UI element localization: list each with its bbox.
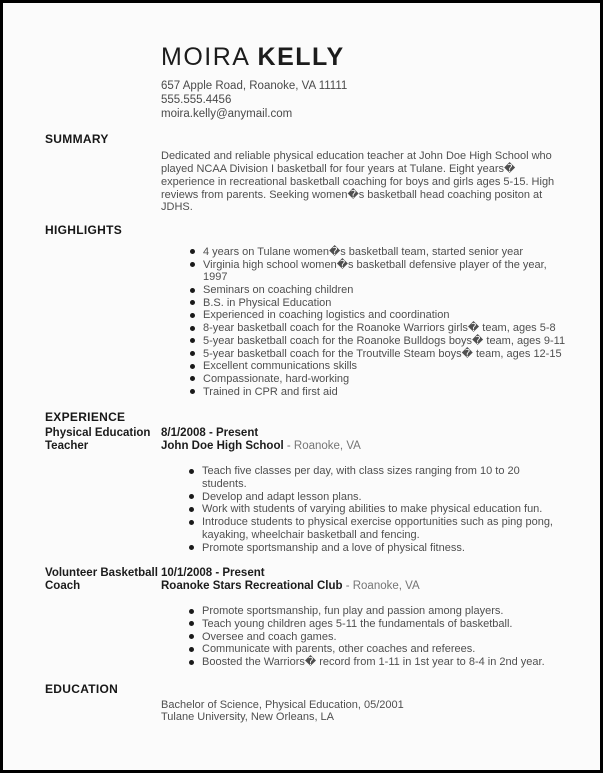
- job-company-line: [161, 440, 566, 453]
- education-content: [161, 699, 566, 724]
- highlights-content: [161, 246, 566, 398]
- highlight-item: Seminars on coaching children: [190, 284, 566, 297]
- job-bullet: Promote sportsmanship, fun play and passion among players.: [189, 605, 565, 618]
- job-location: - Roanoke, VA: [286, 440, 361, 453]
- contact-email: moira.kelly@anymail.com: [161, 107, 293, 120]
- highlight-item: Excellent communications skills: [190, 360, 566, 373]
- job-bullet-list: [161, 465, 566, 554]
- last-name: KELLY: [257, 43, 345, 71]
- job-company-line: [161, 580, 566, 593]
- job-bullet: Develop and adapt lesson plans.: [189, 491, 565, 504]
- highlight-item: 5-year basketball coach for the Roanoke Bulldogs boys� team, ages 9-11: [190, 335, 566, 348]
- job-dates: 10/1/2008 - Present: [161, 567, 265, 580]
- first-name: MOIRA: [161, 43, 250, 71]
- highlight-item: 4 years on Tulane women�s basketball team, started senior year: [190, 246, 566, 259]
- job-bullet: Boosted the Warriors� record from 1-11 in 1st year to 8-4 in 2nd year.: [189, 656, 565, 669]
- job-company: Roanoke Stars Recreational Club: [161, 580, 343, 593]
- job-bullet: Teach young children ages 5-11 the fundamentals of basketball.: [189, 618, 565, 631]
- job-entry: [45, 567, 566, 669]
- resume-header: [161, 43, 566, 121]
- job-body: [161, 427, 566, 554]
- job-title: Volunteer Basketball Coach: [45, 567, 158, 593]
- contact-address: 657 Apple Road, Roanoke, VA 11111: [161, 80, 348, 92]
- job-location: - Roanoke, VA: [345, 580, 420, 593]
- job-bullet: Oversee and coach games.: [189, 631, 565, 644]
- job-dates: 8/1/2008 - Present: [161, 427, 259, 440]
- education-label: EDUCATION: [45, 681, 119, 696]
- job-bullet: Communicate with parents, other coaches and referees.: [189, 643, 565, 656]
- person-name: [161, 43, 566, 71]
- contact-phone: 555.555.4456: [161, 93, 232, 106]
- section-education: [45, 682, 566, 724]
- job-bullet: Work with students of varying abilities to make physical education fun.: [189, 503, 565, 516]
- education-line: Tulane University, New Orleans, LA: [161, 711, 335, 724]
- section-summary: [45, 132, 566, 214]
- summary-label: SUMMARY: [45, 132, 109, 147]
- summary-text: Dedicated and reliable physical education teacher at John Doe High School who played NCAA Division I basketball for four years at Tulane. Eight years� experience in recreational basketball coaching for boys and girls ages 5-15. High reviews from parents. Seeking women�s basketball head coaching positon at JDHS.: [161, 150, 555, 214]
- highlight-item: Compassionate, hard-working: [190, 373, 566, 386]
- highlights-list: [161, 246, 566, 398]
- highlight-item: 8-year basketball coach for the Roanoke Warriors girls� team, ages 5-8: [190, 322, 566, 335]
- highlights-label: HIGHLIGHTS: [45, 222, 122, 237]
- education-line: Bachelor of Science, Physical Education, 05/2001: [161, 698, 404, 711]
- experience-label: EXPERIENCE: [45, 410, 126, 425]
- section-highlights: [45, 223, 566, 398]
- highlight-item: 5-year basketball coach for the Troutville Steam boys� team, ages 12-15: [190, 348, 566, 361]
- highlight-item: Experienced in coaching logistics and coordination: [190, 309, 566, 322]
- highlight-item: Trained in CPR and first aid: [190, 386, 566, 399]
- job-entry: [45, 427, 566, 554]
- job-bullet: Introduce students to physical exercise opportunities such as ping pong, kayaking, wheelchair basketball and fencing.: [189, 516, 565, 541]
- job-bullet: Teach five classes per day, with class sizes ranging from 10 to 20 students.: [189, 465, 565, 490]
- job-bullet: Promote sportsmanship and a love of physical fitness.: [189, 542, 565, 555]
- job-bullet-list: [161, 605, 566, 669]
- contact-block: [161, 80, 566, 121]
- job-body: [161, 567, 566, 669]
- highlight-item: Virginia high school women�s basketball defensive player of the year, 1997: [190, 259, 566, 284]
- job-title: Physical Education Teacher: [45, 427, 151, 453]
- job-company: John Doe High School: [161, 440, 284, 453]
- section-experience: [45, 410, 566, 668]
- highlight-item: B.S. in Physical Education: [190, 297, 566, 310]
